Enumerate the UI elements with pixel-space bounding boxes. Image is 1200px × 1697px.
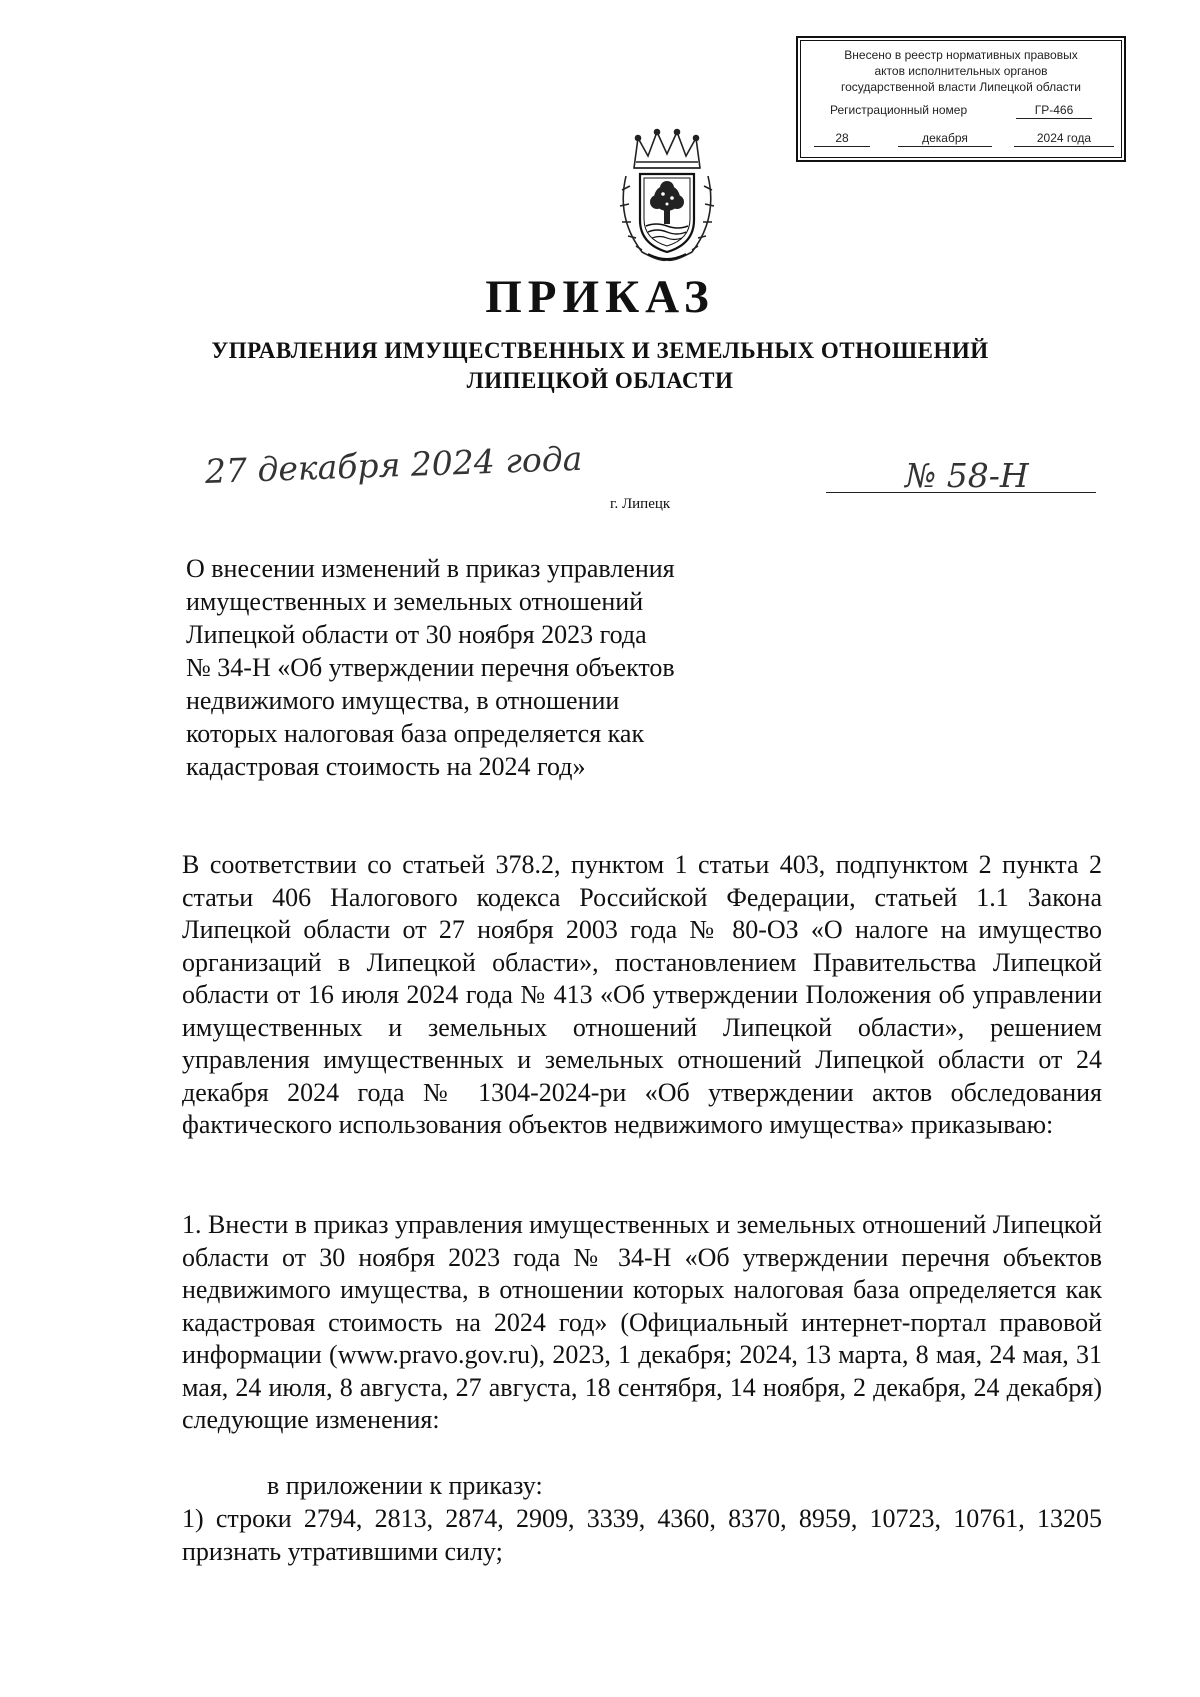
stamp-line-3: государственной власти Липецкой области [840, 80, 1082, 94]
handwritten-date: 27 декабря 2024 года [204, 438, 583, 491]
stamp-year: 2024 года [1014, 130, 1114, 147]
heading-line: имущественных и земельных отношений [186, 587, 644, 616]
stamp-line-1: Внесено в реестр нормативных правовых [844, 48, 1078, 62]
heading-line: № 34-Н «Об утверждении перечня объектов [186, 653, 675, 682]
stamp-reg-number: ГР-466 [1016, 102, 1092, 119]
stamp-day: 28 [814, 130, 870, 147]
body-paragraph-appendix: в приложении к приказу: [267, 1471, 543, 1500]
issuer-line-2: ЛИПЕЦКОЙ ОБЛАСТИ [466, 368, 734, 393]
issuer-line-1: УПРАВЛЕНИЯ ИМУЩЕСТВЕННЫХ И ЗЕМЕЛЬНЫХ ОТНОШЕНИЙ [211, 338, 989, 363]
heading-line: кадастровая стоимость на 2024 год» [186, 752, 586, 781]
registry-stamp [796, 36, 1126, 162]
heading-line: О внесении изменений в приказ управления [186, 554, 675, 583]
body-paragraph-item-1: 1. Внести в приказ управления имущественных и земельных отношений Липецкой области от 30 ноября 2023 года № 34-Н «Об утверждении перечня объектов недвижимого имущества, в отношении которых налоговая база определяется как кадастровая стоимость на 2024 год» (Официальный интернет-портал правовой информации (www.pravo.gov.ru), 2023, 1 декабря; 2024, 13 марта, 8 мая, 24 мая, 31 мая, 24 июля, 8 августа, 27 августа, 18 сентября, 14 ноября, 2 декабря, 24 декабря) следующие изменения: [182, 1210, 1102, 1434]
stamp-reg-label: Регистрационный номер [830, 103, 968, 117]
stamp-line-2: актов исполнительных органов [874, 64, 1048, 78]
order-heading [186, 552, 746, 783]
city-label: г. Липецк [610, 496, 671, 512]
number-underline [826, 492, 1096, 493]
heading-line: Липецкой области от 30 ноября 2023 года [186, 620, 647, 649]
handwritten-number: № 58-Н [905, 456, 1029, 495]
heading-line: недвижимого имущества, в отношении [186, 686, 620, 715]
body-paragraph-subitem-1: 1) строки 2794, 2813, 2874, 2909, 3339, 4360, 8370, 8959, 10723, 10761, 13205 признать утратившими силу; [182, 1504, 1102, 1566]
stamp-month: декабря [898, 130, 992, 147]
body-paragraph-legal-basis: В соответствии со статьей 378.2, пунктом 1 статьи 403, подпунктом 2 пункта 2 статьи 406 Налогового кодекса Российской Федерации, статьей 1.1 Закона Липецкой области от 27 ноября 2003 года № 80-ОЗ «О налоге на имущество организаций в Липецкой области», постановлением Правительства Липецкой области от 16 июля 2024 года № 413 «Об утверждении Положения об управлении имущественных и земельных отношений Липецкой области», решением управления имущественных и земельных отношений Липецкой области от 24 декабря 2024 года № 1304-2024-ри «Об утверждении актов обследования фактического использования объектов недвижимого имущества» приказываю: [182, 850, 1102, 1139]
document-type-title: ПРИКАЗ [485, 271, 715, 323]
coat-of-arms-icon [612, 128, 722, 264]
heading-line: которых налоговая база определяется как [186, 719, 645, 748]
